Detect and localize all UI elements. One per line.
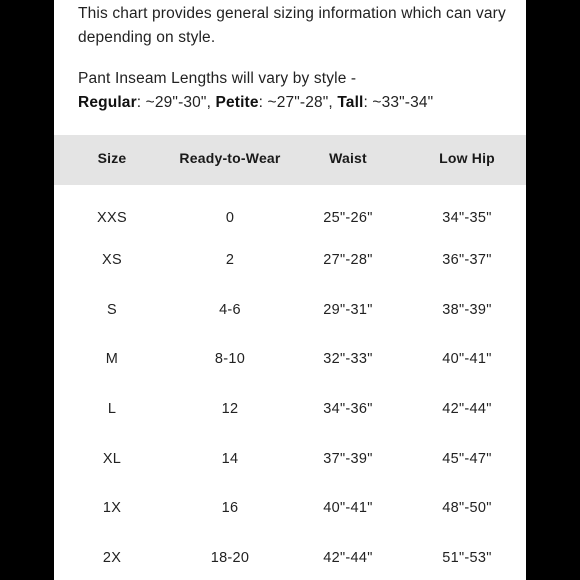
cell-ready-to-wear: 14 <box>221 451 239 467</box>
table-row <box>54 394 526 424</box>
table-row <box>54 543 526 573</box>
cell-waist: 40"-41" <box>323 500 373 516</box>
regular-value: : ~29"-30", <box>136 94 216 111</box>
cell-waist: 25"-26" <box>323 210 373 226</box>
cell-ready-to-wear: 12 <box>221 401 239 417</box>
cell-ready-to-wear: 8-10 <box>214 351 246 367</box>
cell-waist: 34"-36" <box>323 401 373 417</box>
cell-ready-to-wear: 4-6 <box>219 302 241 318</box>
table-row <box>54 245 526 275</box>
cell-size: M <box>105 351 119 367</box>
cell-size: XS <box>102 252 122 268</box>
cell-ready-to-wear: 18-20 <box>210 550 250 566</box>
regular-label: Regular <box>78 94 137 111</box>
size-chart-intro <box>78 2 518 115</box>
size-table-header <box>54 135 526 185</box>
cell-size: 1X <box>102 500 122 516</box>
cell-waist: 37"-39" <box>323 451 373 467</box>
cell-waist: 32"-33" <box>323 351 373 367</box>
cell-size: S <box>107 302 117 318</box>
size-chart-panel <box>54 0 526 580</box>
tall-label: Tall <box>337 94 364 111</box>
cell-ready-to-wear: 16 <box>221 500 239 516</box>
cell-size: XL <box>102 451 122 467</box>
cell-low-hip: 51"-53" <box>442 550 492 566</box>
header-ready-to-wear: Ready-to-Wear <box>179 150 281 166</box>
cell-waist: 42"-44" <box>323 550 373 566</box>
header-size: Size <box>97 150 127 166</box>
cell-size: L <box>107 401 117 417</box>
table-row <box>54 444 526 474</box>
table-row <box>54 295 526 325</box>
petite-label: Petite <box>215 94 259 111</box>
cell-low-hip: 48"-50" <box>442 500 492 516</box>
cell-waist: 27"-28" <box>323 252 373 268</box>
cell-low-hip: 42"-44" <box>442 401 492 417</box>
header-waist: Waist <box>329 150 367 166</box>
header-low-hip: Low Hip <box>439 150 495 166</box>
table-row <box>54 344 526 374</box>
cell-size: 2X <box>102 550 122 566</box>
inseam-note <box>78 67 518 115</box>
inseam-note-lead: Pant Inseam Lengths will vary by style - <box>78 70 357 87</box>
cell-ready-to-wear: 2 <box>225 252 235 268</box>
cell-low-hip: 40"-41" <box>442 351 492 367</box>
tall-value: : ~33"-34" <box>363 94 434 111</box>
cell-low-hip: 36"-37" <box>442 252 492 268</box>
cell-low-hip: 45"-47" <box>442 451 492 467</box>
intro-description: This chart provides general sizing information which can vary depending on style. <box>78 5 506 46</box>
cell-low-hip: 34"-35" <box>442 210 492 226</box>
table-row <box>54 203 526 233</box>
cell-low-hip: 38"-39" <box>442 302 492 318</box>
table-row <box>54 493 526 523</box>
cell-size: XXS <box>97 210 127 226</box>
cell-ready-to-wear: 0 <box>225 210 235 226</box>
cell-waist: 29"-31" <box>323 302 373 318</box>
petite-value: : ~27"-28", <box>258 94 338 111</box>
